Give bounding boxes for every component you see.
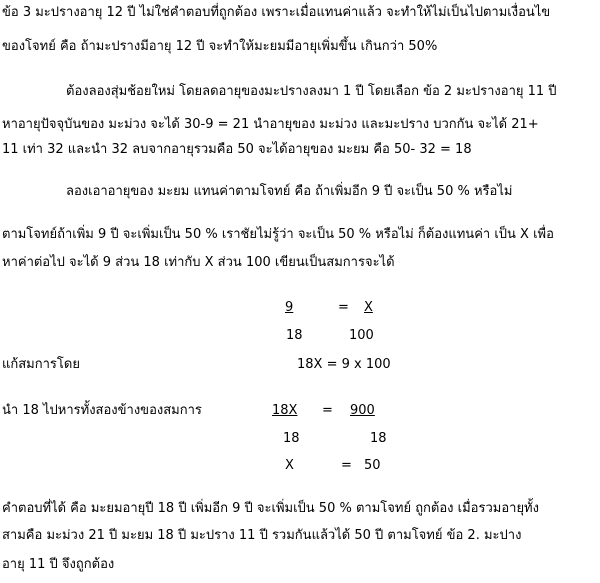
denominator-right: 18: [370, 431, 387, 446]
text-line: หาค่าต่อไป จะได้ 9 ส่วน 18 เท่ากับ X ส่วน 100 เขียนเป็นสมการจะได้: [2, 255, 395, 270]
text-line: ลองเอาอายุของ มะยม แทนค่าตามโจทย์ คือ ถ้าเพิ่มอีก 9 ปี จะเป็น 50 % หรือไม่: [66, 184, 513, 199]
step-label: แก้สมการโดย: [2, 357, 80, 372]
equals-sign: =: [322, 403, 333, 418]
text-line: อายุ 11 ปี จึงถูกต้อง: [2, 557, 115, 572]
step-label: นำ 18 ไปหารทั้งสองข้างของสมการ: [2, 403, 202, 418]
text-line: 11 เท่า 32 และนำ 32 ลบจากอายุรวมคือ 50 จะได้อายุของ มะยม คือ 50- 32 = 18: [2, 142, 472, 157]
text-line: ตามโจทย์ถ้าเพิ่ม 9 ปี จะเพิ่มเป็น 50 % เราชัยไม่รู้ว่า จะเป็น 50 % หรือไม่ ก็ต้องแทนค่า เป็น X เพื่อ: [2, 227, 554, 242]
denominator-left: 18: [286, 328, 303, 343]
text-line: ต้องลองสุ่มช้อยใหม่ โดยลดอายุของมะปรางลงมา 1 ปี โดยเลือก ข้อ 2 มะปรางอายุ 11 ปี: [66, 84, 557, 99]
text-line: สามคือ มะม่วง 21 ปี มะยม 18 ปี มะปราง 11 ปี รวมกันแล้วได้ 50 ปี ตามโจทย์ ข้อ 2. มะปาง: [2, 528, 522, 543]
text-line: หาอายุปัจจุบันของ มะม่วง จะได้ 30-9 = 21 นำอายุของ มะม่วง และมะปราง บวกกัน จะได้ 21+: [2, 117, 539, 132]
text-line: ข้อ 3 มะปรางอายุ 12 ปี ไม่ใช่คำตอบที่ถูกต้อง เพราะเมื่อแทนค่าแล้ว จะทำให้ไม่เป็นไปตามเงื่อนไข: [2, 5, 551, 20]
text-line: ของโจทย์ คือ ถ้ามะปรางมีอายุ 12 ปี จะทำให้มะยมมีอายุเพิ่มขึ้น เกินกว่า 50%: [2, 39, 438, 54]
equals-sign: =: [341, 458, 352, 473]
equals-sign: =: [338, 300, 349, 315]
numerator-right: X: [364, 300, 373, 315]
denominator-left: 18: [283, 431, 300, 446]
result-variable: X: [285, 458, 294, 473]
numerator-left: 18X: [272, 403, 298, 418]
numerator-left: 9: [285, 300, 294, 315]
numerator-right: 900: [350, 403, 375, 418]
text-line: คำตอบที่ได้ คือ มะยมอายุปี 18 ปี เพิ่มอีก 9 ปี จะเพิ่มเป็น 50 % ตามโจทย์ ถูกต้อง เมื่อรวมอายุทั้ง: [2, 501, 539, 516]
result-value: 50: [364, 458, 381, 473]
denominator-right: 100: [349, 328, 374, 343]
step-expression: 18X = 9 x 100: [297, 357, 391, 372]
